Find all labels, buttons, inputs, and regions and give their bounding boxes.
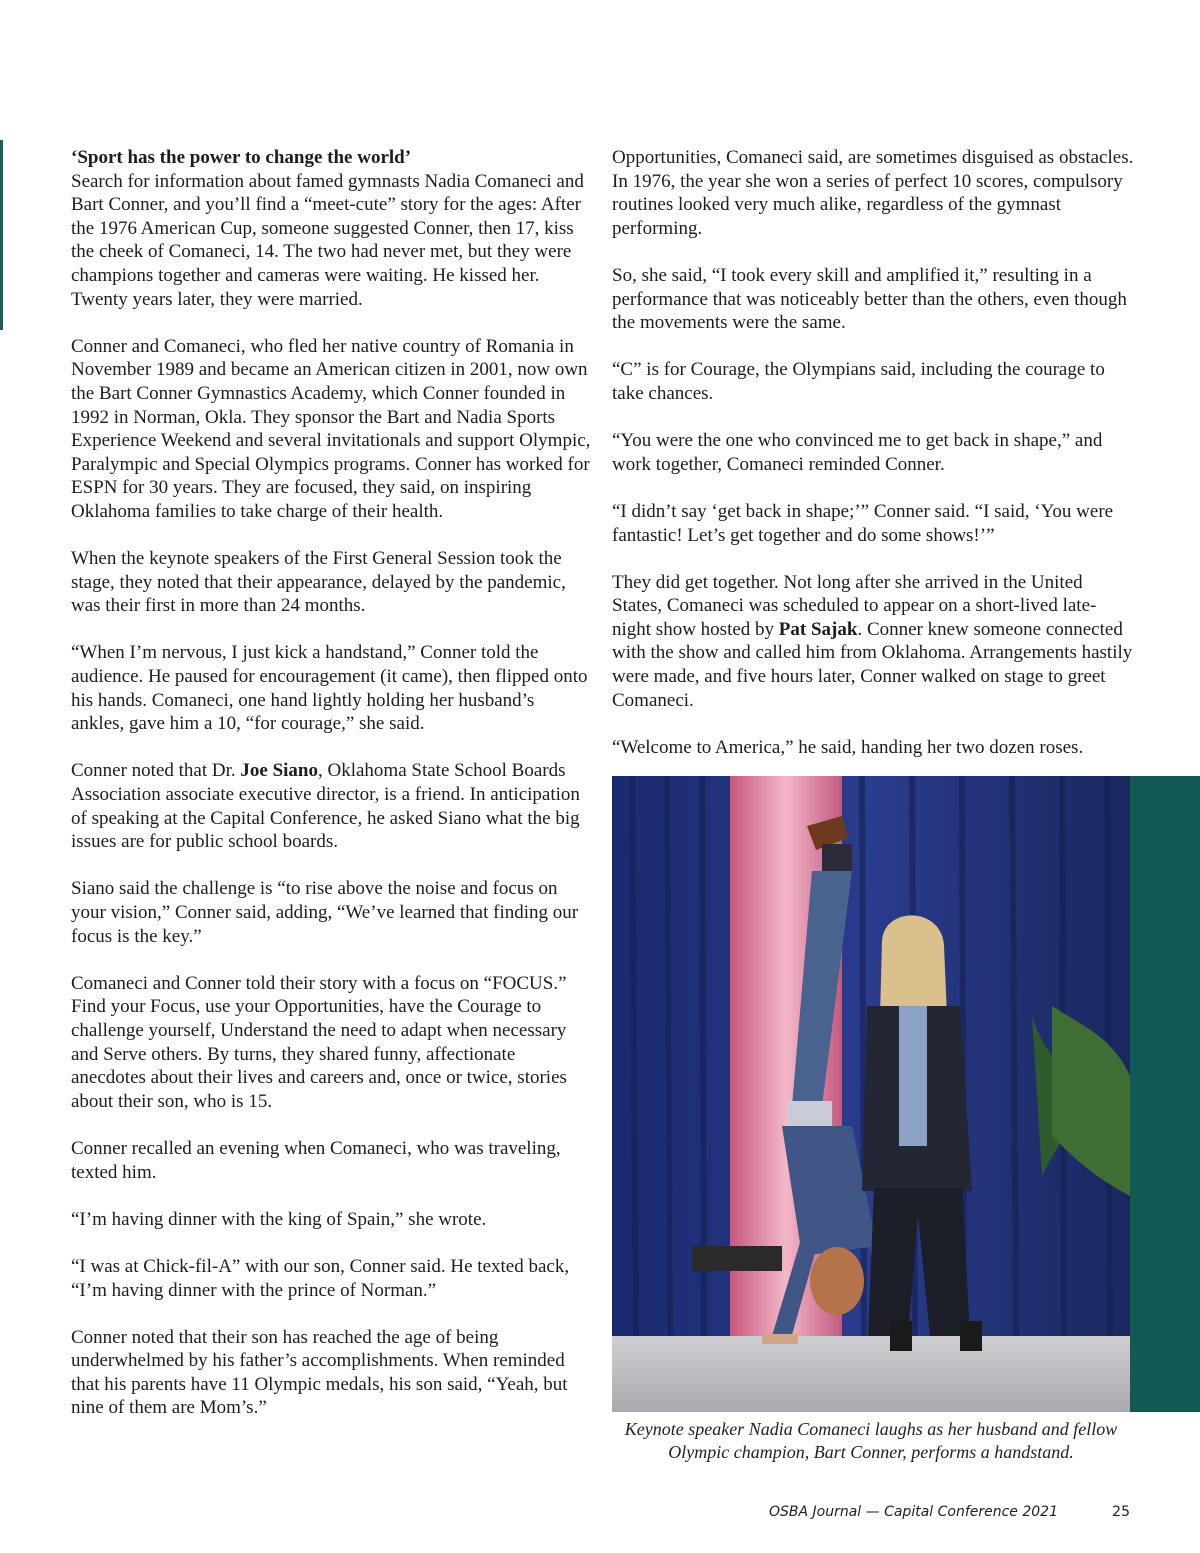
paragraph: Search for information about famed gymnasts Nadia Comaneci and Bart Conner, and you’ll find a “meet-cute” story for the ages: After the 1976 American Cup, someone suggested Conner, then 17, kiss the cheek of Comaneci, 14. The two had never met, but they were champions together and cameras were waiting. He kissed her. Twenty years later, they were married. bbox=[71, 170, 584, 310]
name-bold: Pat Sajak bbox=[778, 618, 858, 640]
paragraph: “I’m having dinner with the king of Spain,” she wrote. bbox=[71, 1208, 487, 1230]
paragraph: “I didn’t say ‘get back in shape;’” Conner said. “I said, ‘You were fantastic! Let’s get together and do some shows!’” bbox=[612, 500, 1114, 546]
stage-photo bbox=[612, 776, 1130, 1412]
right-column bbox=[612, 146, 1134, 759]
paragraph: Siano said the challenge is “to rise above the noise and focus on your vision,” Conner said, adding, “We’ve learned that finding our focus is the key.” bbox=[71, 878, 579, 947]
paragraph: “I was at Chick-fil-A” with our son, Conner said. He texted back, “I’m having dinner with the prince of Norman.” bbox=[71, 1255, 570, 1301]
right-accent-band bbox=[1130, 776, 1200, 1412]
paragraph: Comaneci and Conner told their story with a focus on “FOCUS.” Find your Focus, use your Opportunities, have the Courage to challenge yourself, Understand the need to adapt when necessary and Serve others. By turns, they shared funny, affectionate anecdotes about their lives and careers and, once or twice, stories about their son, who is 15. bbox=[71, 972, 567, 1112]
paragraph: When the keynote speakers of the First General Session took the stage, they noted that their appearance, delayed by the pandemic, was their first in more than 24 months. bbox=[71, 548, 566, 617]
name-bold: Joe Siano bbox=[240, 760, 318, 782]
paragraph: Conner recalled an evening when Comaneci, who was traveling, texted him. bbox=[71, 1137, 561, 1183]
paragraph: “You were the one who convinced me to get back in shape,” and work together, Comaneci reminded Conner. bbox=[612, 430, 1103, 475]
photo-caption: Keynote speaker Nadia Comaneci laughs as her husband and fellow Olympic champion, Bart Conner, performs a handstand. bbox=[624, 1419, 1118, 1462]
paragraph: So, she said, “I took every skill and amplified it,” resulting in a performance that was noticeably better than the others, even though the movements were the same. bbox=[612, 264, 1127, 334]
closing-paragraph: “Welcome to America,” he said, handing her two dozen roses. bbox=[612, 736, 1084, 758]
paragraph: Opportunities, Comaneci said, are sometimes disguised as obstacles. In 1976, the year she won a series of perfect 10 scores, compulsory routines looked very much alike, regardless of the gymnast performing. bbox=[612, 147, 1134, 239]
text-run: . Conner knew someone connected with the show and called him from Oklahoma. Arrangements hastily were made, and five hours later, Conner walked on stage to greet Comaneci. bbox=[612, 618, 1133, 711]
footer-journal-title: OSBA Journal — Capital Conference 2021 bbox=[768, 1504, 1058, 1520]
left-column bbox=[71, 146, 591, 1420]
text-run: They did get together. Not long after she arrived in the United States, Comaneci was scheduled to appear on a short-lived late-night show hosted by bbox=[612, 571, 1097, 640]
paragraph: “When I’m nervous, I just kick a handstand,” Conner told the audience. He paused for encouragement (it came), then flipped onto his hands. Comaneci, one hand lightly holding her husband’s ankles, gave him a 10, “for courage,” she said. bbox=[71, 642, 588, 735]
section-heading: ‘Sport has the power to change the world’ bbox=[71, 147, 412, 168]
paragraph: Conner and Comaneci, who fled her native country of Romania in November 1989 and became an American citizen in 2001, now own the Bart Conner Gymnastics Academy, which Conner founded in 1992 in Norman, Okla. They sponsor the Bart and Nadia Sports Experience Weekend and several invitationals and support Olympic, Paralympic and Special Olympics programs. Conner has worked for ESPN for 30 years. They are focused, they said, on inspiring Oklahoma families to take charge of their health. bbox=[71, 335, 591, 522]
paragraph-sajak bbox=[612, 571, 1134, 713]
left-accent-rule bbox=[0, 140, 3, 330]
stage-photo-illustration bbox=[612, 776, 1130, 1412]
paragraph: “C” is for Courage, the Olympians said, including the courage to take chances. bbox=[612, 359, 1105, 404]
paragraph: Conner noted that their son has reached the age of being underwhelmed by his father’s accomplishments. When reminded that his parents have 11 Olympic medals, his son said, “Yeah, but nine of them are Mom’s.” bbox=[71, 1326, 568, 1419]
page-number: 25 bbox=[1112, 1504, 1130, 1520]
paragraph-siano bbox=[71, 759, 591, 853]
text-run: , Oklahoma State School Boards Association associate executive director, is a friend. In anticipation of speaking at the Capital Conference, he asked Siano what the big issues are for public school boards. bbox=[71, 760, 580, 853]
text-run: Conner noted that Dr. bbox=[71, 760, 241, 782]
